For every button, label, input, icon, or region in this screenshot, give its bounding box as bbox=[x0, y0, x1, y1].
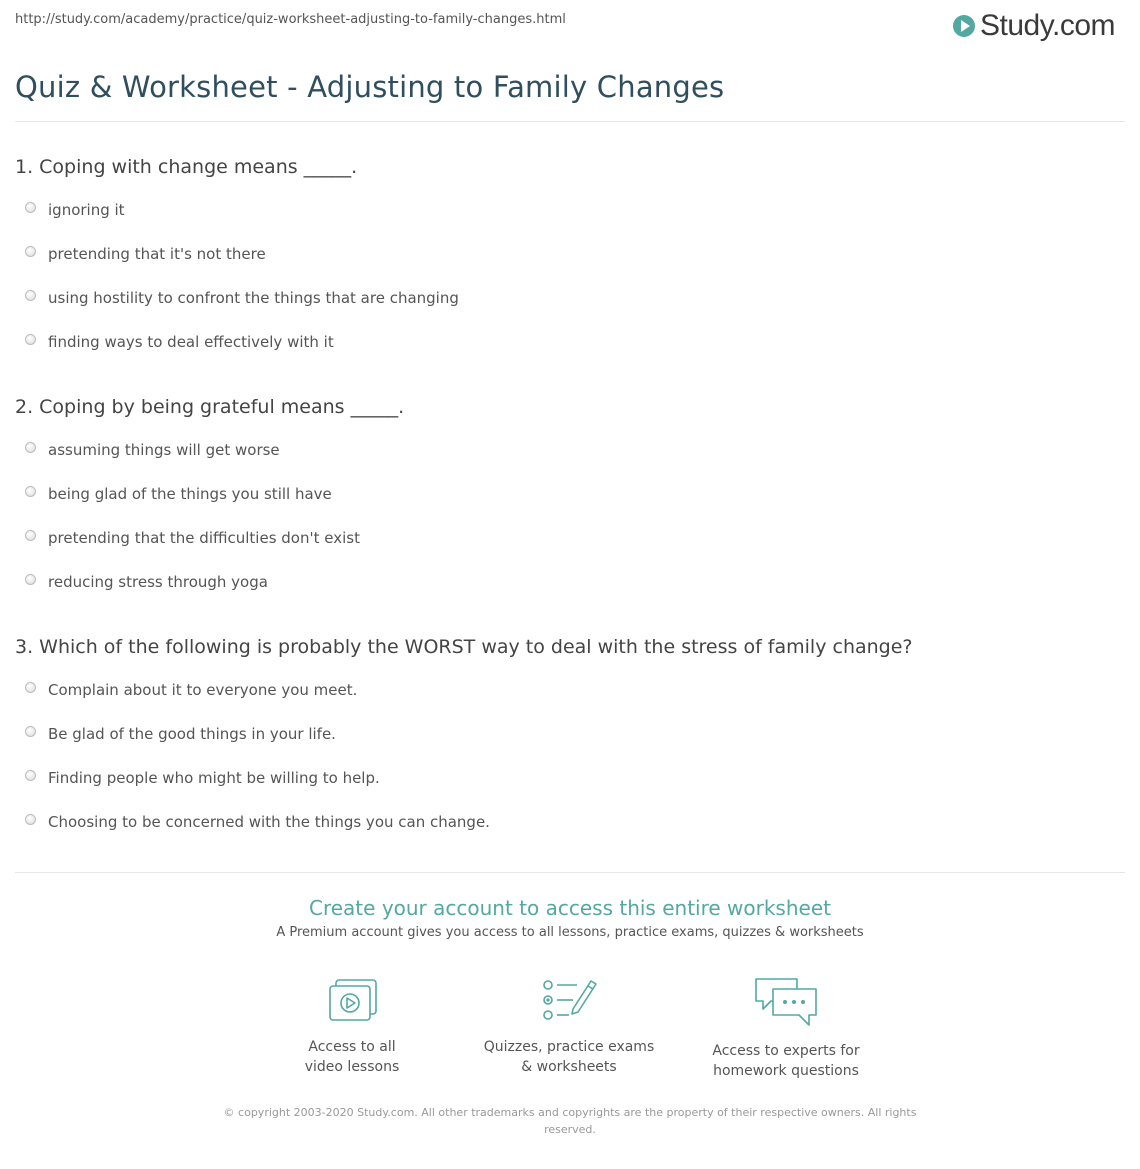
question-title: 2. Coping by being grateful means _____. bbox=[15, 396, 405, 418]
radio-button[interactable] bbox=[25, 770, 36, 781]
chat-bubbles-icon bbox=[753, 975, 819, 1029]
feature-experts bbox=[696, 975, 876, 1081]
feature-quizzes bbox=[479, 975, 659, 1077]
answer-option[interactable] bbox=[25, 516, 1125, 560]
radio-button[interactable] bbox=[25, 290, 36, 301]
answer-option[interactable] bbox=[25, 712, 1125, 756]
radio-button[interactable] bbox=[25, 726, 36, 737]
title-divider bbox=[15, 121, 1125, 122]
feature-video-lessons bbox=[262, 975, 442, 1077]
answer-option[interactable] bbox=[25, 232, 1125, 276]
answer-label: pretending that it's not there bbox=[48, 245, 266, 263]
answer-option[interactable] bbox=[25, 668, 1125, 712]
answer-option[interactable] bbox=[25, 560, 1125, 604]
radio-button[interactable] bbox=[25, 530, 36, 541]
answer-label: being glad of the things you still have bbox=[48, 485, 332, 503]
answer-option[interactable] bbox=[25, 188, 1125, 232]
premium-features bbox=[0, 975, 1140, 1085]
study-logo[interactable] bbox=[953, 10, 1115, 42]
answer-option[interactable] bbox=[25, 276, 1125, 320]
quiz-checklist-icon bbox=[539, 975, 599, 1025]
answer-option[interactable] bbox=[25, 428, 1125, 472]
radio-button[interactable] bbox=[25, 574, 36, 585]
video-lessons-icon bbox=[322, 975, 382, 1025]
signup-cta bbox=[15, 893, 1125, 940]
question-3 bbox=[15, 632, 1125, 844]
radio-button[interactable] bbox=[25, 334, 36, 345]
answer-option[interactable] bbox=[25, 800, 1125, 844]
feature-label: Access to all video lessons bbox=[304, 1039, 400, 1075]
answer-label: assuming things will get worse bbox=[48, 441, 280, 459]
answer-option[interactable] bbox=[25, 756, 1125, 800]
radio-button[interactable] bbox=[25, 486, 36, 497]
answer-label: Choosing to be concerned with the things you can change. bbox=[48, 813, 490, 831]
radio-button[interactable] bbox=[25, 442, 36, 453]
logo-text: Study.com bbox=[980, 9, 1115, 42]
question-1 bbox=[15, 152, 1125, 364]
answer-label: Be glad of the good things in your life. bbox=[48, 725, 336, 743]
answer-label: Finding people who might be willing to help. bbox=[48, 769, 380, 787]
question-2 bbox=[15, 392, 1125, 604]
page-title: Quiz & Worksheet - Adjusting to Family Changes bbox=[15, 70, 725, 104]
radio-button[interactable] bbox=[25, 246, 36, 257]
question-title: 1. Coping with change means _____. bbox=[15, 156, 358, 178]
answer-label: pretending that the difficulties don't exist bbox=[48, 529, 360, 547]
radio-button[interactable] bbox=[25, 682, 36, 693]
answer-option[interactable] bbox=[25, 320, 1125, 364]
answer-label: finding ways to deal effectively with it bbox=[48, 333, 334, 351]
copyright-footer: © copyright 2003-2020 Study.com. All other trademarks and copyrights are the property of their respective owners. All rights reserved. bbox=[223, 1106, 917, 1136]
cta-title-link[interactable]: Create your account to access this entire worksheet bbox=[309, 896, 831, 920]
feature-label: Quizzes, practice exams & worksheets bbox=[483, 1039, 655, 1075]
radio-button[interactable] bbox=[25, 202, 36, 213]
question-title: 3. Which of the following is probably the WORST way to deal with the stress of family change? bbox=[15, 636, 913, 658]
answer-label: ignoring it bbox=[48, 201, 125, 219]
answer-label: Complain about it to everyone you meet. bbox=[48, 681, 358, 699]
answer-option[interactable] bbox=[25, 472, 1125, 516]
answer-label: using hostility to confront the things that are changing bbox=[48, 289, 459, 307]
answer-label: reducing stress through yoga bbox=[48, 573, 268, 591]
cta-divider bbox=[15, 872, 1125, 873]
top-bar bbox=[15, 10, 1125, 46]
feature-label: Access to experts for homework questions bbox=[712, 1043, 860, 1079]
radio-button[interactable] bbox=[25, 814, 36, 825]
play-circle-icon bbox=[953, 15, 975, 37]
cta-subtitle: A Premium account gives you access to all lessons, practice exams, quizzes & worksheets bbox=[276, 925, 864, 940]
page-url: http://study.com/academy/practice/quiz-worksheet-adjusting-to-family-changes.html bbox=[15, 12, 566, 27]
